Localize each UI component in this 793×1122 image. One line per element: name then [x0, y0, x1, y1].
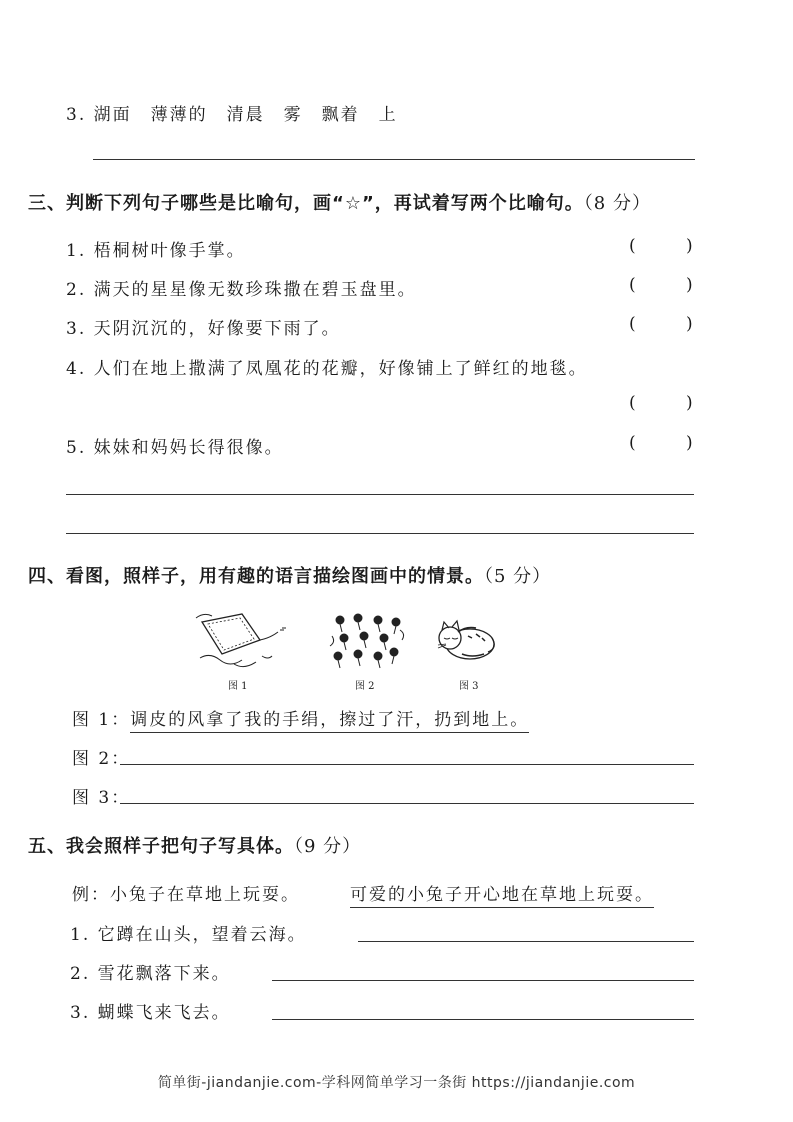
figure-3-label: 图 3：	[72, 788, 131, 808]
question-2-3: 3. 湖面 薄薄的 清晨 雾 飘着 上	[66, 105, 398, 125]
section-5-score: （9 分）	[294, 836, 362, 857]
handkerchief-figure	[194, 610, 294, 672]
sleeping-cat-figure	[432, 614, 498, 664]
answer-paren-close: )	[686, 275, 693, 295]
answer-line-3-b[interactable]	[66, 533, 694, 534]
section-3-item-3: 3. 天阴沉沉的，好像要下雨了。	[66, 319, 341, 339]
section-3-item-5: 5. 妹妹和妈妈长得很像。	[66, 438, 284, 458]
section-5-item-1: 1. 它蹲在山头，望着云海。	[70, 925, 307, 945]
section-5-heading: 五、我会照样子把句子写具体。（9 分）	[28, 836, 362, 857]
figure-2-answer-line[interactable]	[120, 764, 694, 765]
answer-paren-close: )	[686, 314, 693, 334]
section-5-answer-line-2[interactable]	[272, 980, 694, 981]
section-3-score: （8 分）	[583, 193, 651, 214]
section-3-heading: 三、判断下列句子哪些是比喻句，画“☆”，再试着写两个比喻句。（8 分）	[28, 193, 651, 214]
figure-caption-3: 图 3	[459, 681, 479, 692]
section-5-example-answer: 可爱的小兔子开心地在草地上玩耍。	[350, 880, 654, 905]
figure-1-row	[72, 705, 529, 730]
section-5-item-3: 3. 蝴蝶飞来飞去。	[70, 1003, 231, 1023]
figure-caption-2: 图 2	[355, 681, 375, 692]
answer-paren-open[interactable]: (	[629, 236, 636, 256]
section-5-answer-line-3[interactable]	[272, 1019, 694, 1020]
section-3-item-1: 1. 梧桐树叶像手掌。	[66, 241, 246, 261]
answer-paren-open[interactable]: (	[629, 393, 636, 413]
answer-paren-open[interactable]: (	[629, 314, 636, 334]
section-5-example: 例：小兔子在草地上玩耍。	[72, 885, 300, 905]
figure-3-answer-line[interactable]	[120, 803, 694, 804]
answer-paren-close: )	[686, 393, 693, 413]
flowers-figure	[328, 610, 408, 672]
footer-watermark-text: 简单街-jiandanjie.com-学科网简单学习一条街 https://jiandanjie.com	[157, 1075, 636, 1091]
answer-paren-close: )	[686, 236, 693, 256]
figure-1-example-answer: 调皮的风拿了我的手绢，擦过了汗，扔到地上。	[130, 710, 529, 733]
answer-paren-open[interactable]: (	[629, 433, 636, 453]
answer-paren-open[interactable]: (	[629, 275, 636, 295]
figure-caption-1: 图 1	[228, 681, 248, 692]
section-3-item-4: 4. 人们在地上撒满了凤凰花的花瓣，好像铺上了鲜红的地毯。	[66, 359, 588, 379]
answer-paren-close: )	[686, 433, 693, 453]
section-5-answer-line-1[interactable]	[358, 941, 694, 942]
figure-2-label: 图 2：	[72, 749, 131, 769]
section-5-item-2: 2. 雪花飘落下来。	[70, 964, 231, 984]
answer-line-3-a[interactable]	[66, 494, 694, 495]
section-4-score: （5 分）	[484, 566, 552, 587]
section-4-heading: 四、看图，照样子，用有趣的语言描绘图画中的情景。（5 分）	[28, 566, 552, 587]
figure-1-label: 图 1：	[72, 710, 131, 730]
section-3-item-2: 2. 满天的星星像无数珍珠撒在碧玉盘里。	[66, 280, 417, 300]
answer-line-2-3[interactable]	[93, 159, 695, 160]
